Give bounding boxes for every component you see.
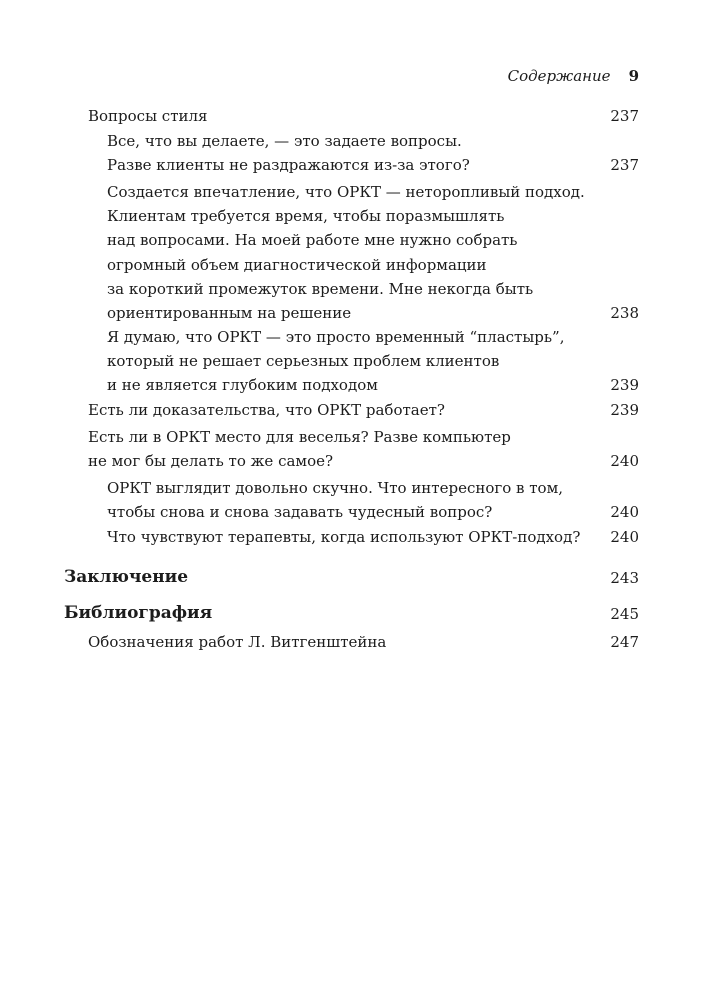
toc-entry [88, 630, 386, 654]
toc-entry-page-number: 237 [610, 107, 639, 125]
toc-entry [107, 476, 563, 524]
toc-entry [107, 525, 580, 549]
toc-entry-title-line: над вопросами. На моей работе мне нужно собрать [107, 231, 518, 250]
toc-entry-title-line: Обозначения работ Л. Витгенштейна [88, 633, 387, 651]
toc-entry-page-number: 238 [610, 304, 639, 322]
toc-entry [88, 104, 207, 128]
toc-entry-title-line: и не является глубоким подходом [107, 376, 378, 395]
toc-entry-title-line: Что чувствуют терапевты, когда используют ОРКТ-подход? [107, 528, 581, 546]
toc-entry-page-number: 239 [610, 376, 639, 395]
toc-entry [88, 425, 511, 473]
toc-entry-page-number: 240 [610, 503, 639, 522]
running-head-page-number: 9 [628, 67, 639, 85]
toc-entry [107, 180, 585, 325]
toc-entry-page-number: 247 [610, 633, 639, 651]
toc-entry-title-line: Заключение [64, 567, 189, 587]
toc-entry-title-line: Есть ли в ОРКТ место для веселья? Разве компьютер [88, 428, 511, 446]
toc-entry-page-number: 237 [610, 156, 639, 175]
toc-entry-title-line: Есть ли доказательства, что ОРКТ работает? [88, 401, 445, 419]
toc-entry-title-line: Клиентам требуется время, чтобы поразмышлять [107, 207, 505, 226]
toc-entry-title-line: который не решает серьезных проблем клиентов [107, 352, 500, 371]
toc-entry-page-number: 243 [610, 569, 639, 587]
toc-entry-title-line: не мог бы делать то же самое? [88, 452, 334, 471]
toc-entry-title-line: Все, что вы делаете, — это задаете вопросы. [107, 132, 462, 150]
toc-entry-page-number: 245 [610, 605, 639, 623]
toc-entry-page-number: 240 [610, 452, 639, 471]
toc-entry [107, 129, 470, 177]
running-head [508, 66, 639, 86]
toc-entry-title-line: Я думаю, что ОРКТ — это просто временный “пластырь”, [107, 328, 565, 346]
toc-entry-title-line: ориентированным на решение [107, 304, 352, 323]
toc-entry [64, 601, 212, 625]
toc-entry-title-line: огромный объем диагностической информации [107, 255, 487, 274]
toc-entry-title-line: Вопросы стиля [88, 107, 208, 125]
toc-entry-page-number: 240 [610, 528, 639, 546]
toc-entry-title-line: ОРКТ выглядит довольно скучно. Что интересного в том, [107, 479, 564, 497]
running-head-section: Содержание [507, 67, 611, 85]
toc-entry [64, 565, 188, 589]
toc-entry-page-number: 239 [610, 401, 639, 419]
toc-entry [107, 325, 564, 398]
toc-entry-title-line: Создается впечатление, что ОРКТ — неторопливый подход. [107, 183, 585, 201]
toc-entry-title-line: Библиография [64, 603, 213, 623]
toc-entry-title-line: за короткий промежуток времени. Мне некогда быть [107, 279, 534, 298]
toc-entry-title-line: Разве клиенты не раздражаются из-за этого? [107, 156, 470, 175]
toc-entry [88, 398, 445, 422]
toc-entry-title-line: чтобы снова и снова задавать чудесный вопрос? [107, 503, 493, 522]
